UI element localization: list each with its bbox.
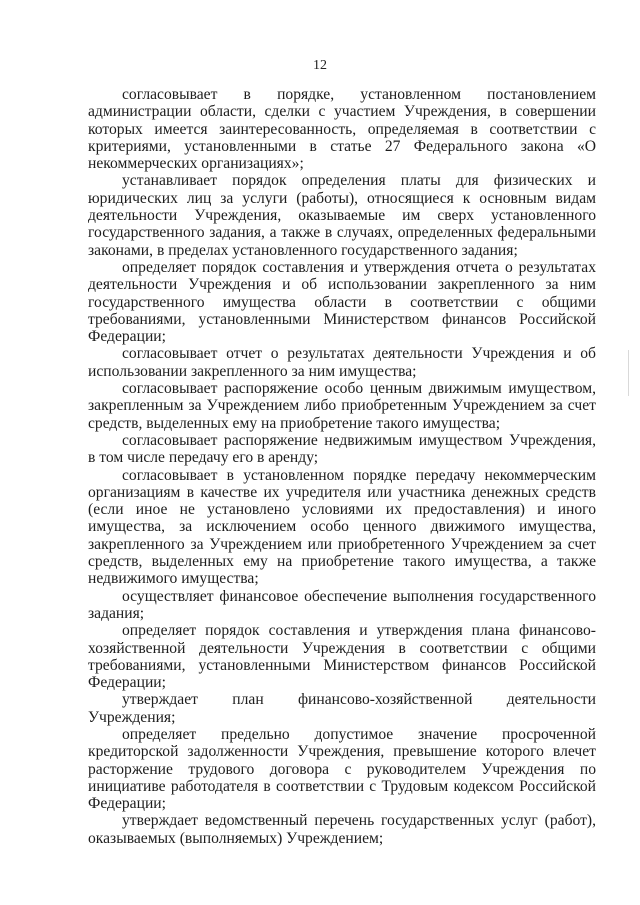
paragraph-report-procedure: определяет порядок составления и утверждения отчета о результатах деятельности Учреждения и об использовании закрепленного за ним государственного имущества области в соответствии с общими требованиями, установленными Министерством финансов Российской Федерации; [88, 258, 596, 346]
scan-margin-mark [628, 350, 629, 396]
paragraph-transfer-to-nonprofits: согласовывает в установленном порядке передачу некоммерческим организациям в качестве их учредителя или участника денежных средств (если иное не установлено условиями их предоставления) и иного имущества, за исключением особо ценного движимого имущества, закрепленного за Учреждением или приобретенного Учреждением за счет средств, выделенных ему на приобретение такого имущества, а также недвижимого имущества; [88, 466, 596, 588]
paragraph-fee-procedure: устанавливает порядок определения платы для физических и юридических лиц за услуги (работы), относящиеся к основным видам деятельности Учреждения, оказываемые им сверх установленного государственного задания, а также в случаях, определенных федеральными законами, в пределах установленного государственного задания; [88, 172, 596, 259]
paragraph-services-list: утверждает ведомственный перечень государственных услуг (работ), оказываемых (выполняемых) Учреждением; [88, 812, 596, 847]
paragraph-approve-plan: утверждает план финансово-хозяйственной деятельности Учреждения; [88, 691, 596, 726]
page-number: 12 [313, 58, 327, 73]
paragraph-approve-report: согласовывает отчет о результатах деятельности Учреждения и об использовании закрепленного за ним имущества; [88, 345, 596, 380]
document-body [88, 86, 596, 847]
paragraph-plan-procedure: определяет порядок составления и утверждения плана финансово-хозяйственной деятельности Учреждения в соответствии с общими требованиями, установленными Министерством финансов Российской Федерации; [88, 622, 596, 692]
paragraph-financial-support: осуществляет финансовое обеспечение выполнения государственного задания; [88, 587, 596, 622]
paragraph-real-estate: согласовывает распоряжение недвижимым имуществом Учреждения, в том числе передачу его в аренду; [88, 431, 596, 467]
paragraph-overdue-debt: определяет предельно допустимое значение просроченной кредиторской задолженности Учреждения, превышение которого влечет расторжение трудового договора с руководителем Учреждения по инициативе работодателя в соответствии с Трудовым кодексом Российской Федерации; [88, 725, 596, 813]
paragraph-movable-property: согласовывает распоряжение особо ценным движимым имуществом, закрепленным за Учреждением либо приобретенным Учреждением за счет средств, выделенных ему на приобретение такого имущества; [88, 380, 596, 432]
paragraph-approve-transactions: согласовывает в порядке, установленном постановлением администрации области, сделки с участием Учреждения, в совершении которых имеется заинтересованность, определяемая в соответствии с критериями, установленными в статье 27 Федерального закона «О некоммерческих организациях»; [88, 86, 596, 173]
